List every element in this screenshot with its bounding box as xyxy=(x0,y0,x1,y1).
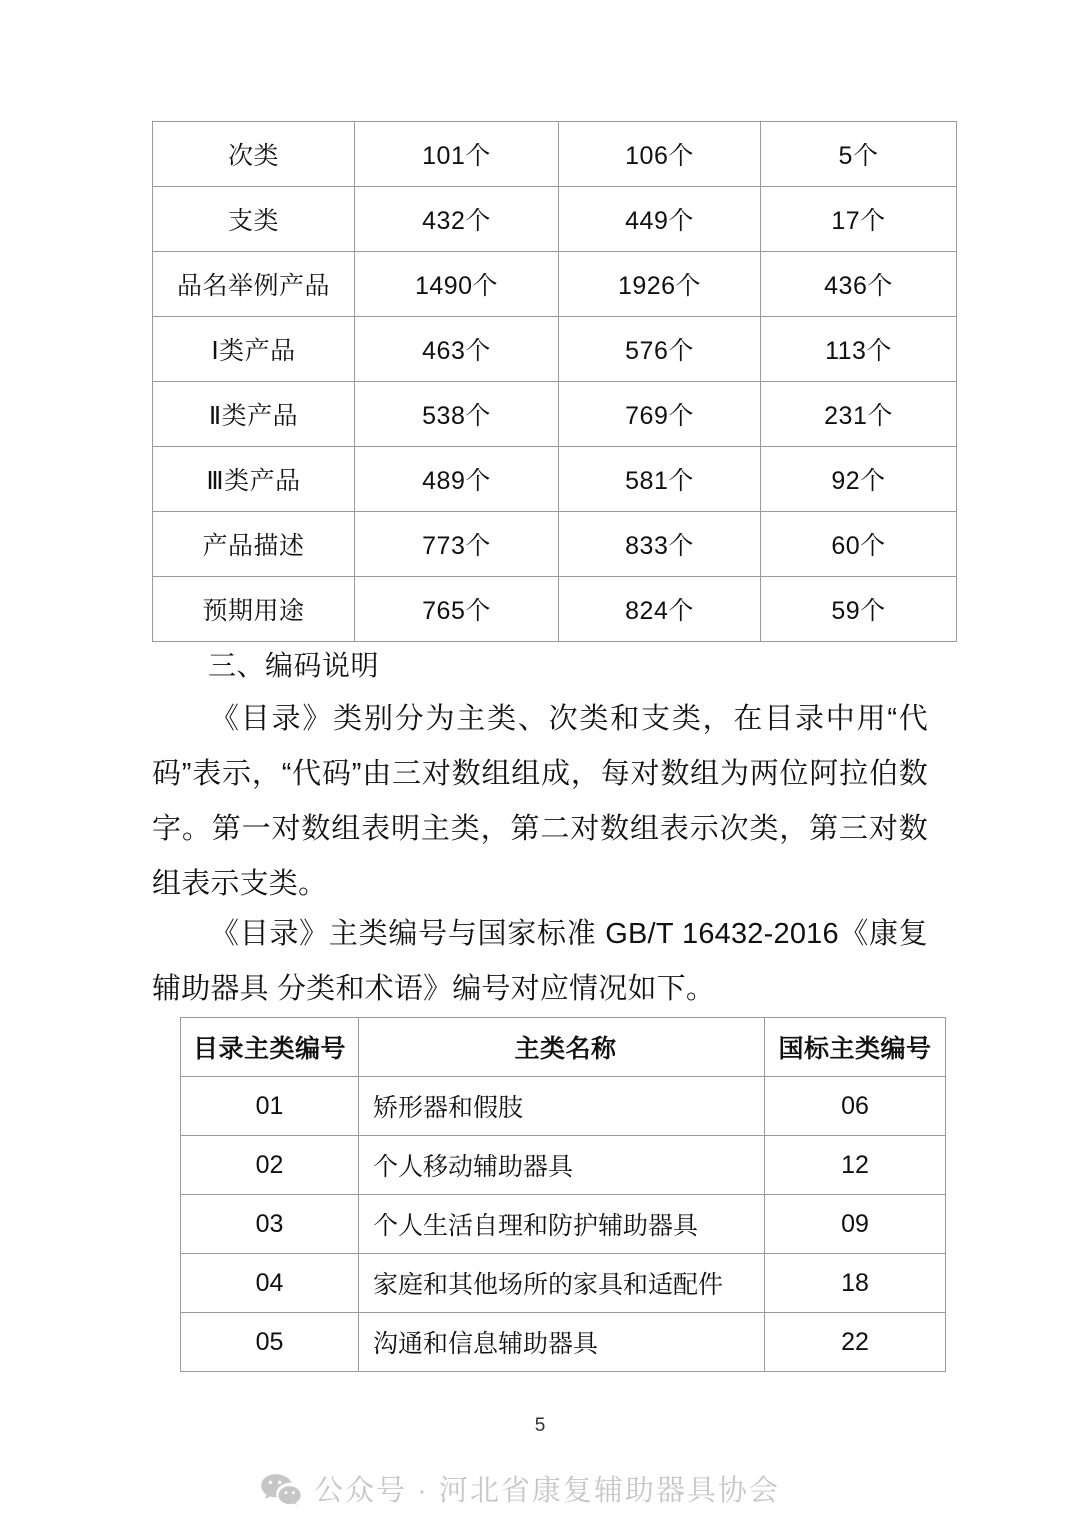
stat-value-c: 59个 xyxy=(761,577,957,642)
cell-category-name: 家庭和其他场所的家具和适配件 xyxy=(359,1254,765,1313)
stat-label: Ⅲ类产品 xyxy=(153,447,355,512)
paragraph-block-2 xyxy=(152,907,928,1017)
table-row xyxy=(153,122,957,187)
table-row xyxy=(181,1195,946,1254)
stat-value-a: 463个 xyxy=(355,317,559,382)
table-row xyxy=(153,252,957,317)
section-heading: 三、编码说明 xyxy=(208,650,380,681)
stat-value-b: 1926个 xyxy=(559,252,761,317)
paragraph-gb-mapping: 《目录》主类编号与国家标准 GB/T 16432-2016《康复辅助器具 分类和术语》编号对应情况如下。 xyxy=(152,918,928,1005)
stat-label: Ⅰ类产品 xyxy=(153,317,355,382)
table-header-row xyxy=(181,1018,946,1077)
stat-label: 品名举例产品 xyxy=(153,252,355,317)
cell-catalog-code: 03 xyxy=(181,1195,359,1254)
cell-catalog-code: 05 xyxy=(181,1313,359,1372)
stat-value-b: 769个 xyxy=(559,382,761,447)
table-row xyxy=(181,1254,946,1313)
stat-value-b: 833个 xyxy=(559,512,761,577)
statistics-table xyxy=(152,121,957,642)
mapping-table-header xyxy=(181,1018,946,1077)
wechat-credit-label: 公众号 · 河北省康复辅助器具协会 xyxy=(314,1475,780,1507)
stat-value-b: 106个 xyxy=(559,122,761,187)
stat-value-a: 101个 xyxy=(355,122,559,187)
table-row xyxy=(181,1313,946,1372)
stat-value-c: 231个 xyxy=(761,382,957,447)
stat-value-b: 824个 xyxy=(559,577,761,642)
cell-gb-code: 12 xyxy=(765,1136,946,1195)
stat-value-b: 581个 xyxy=(559,447,761,512)
stat-label: 次类 xyxy=(153,122,355,187)
table-row xyxy=(181,1136,946,1195)
stat-value-c: 5个 xyxy=(761,122,957,187)
wechat-icon xyxy=(260,1472,302,1508)
section-heading-block xyxy=(152,645,928,687)
cell-category-name: 个人移动辅助器具 xyxy=(359,1136,765,1195)
stat-value-c: 436个 xyxy=(761,252,957,317)
cell-gb-code: 22 xyxy=(765,1313,946,1372)
paragraph-coding-rules: 《目录》类别分为主类、次类和支类，在目录中用“代码”表示，“代码”由三对数组组成，每对数组为两位阿拉伯数字。第一对数组表明主类，第二对数组表示次类，第三对数组表示支类。 xyxy=(152,703,928,900)
stat-value-a: 765个 xyxy=(355,577,559,642)
stat-value-c: 60个 xyxy=(761,512,957,577)
cell-catalog-code: 04 xyxy=(181,1254,359,1313)
stat-value-c: 92个 xyxy=(761,447,957,512)
table-row xyxy=(153,577,957,642)
cell-catalog-code: 02 xyxy=(181,1136,359,1195)
stat-label: 产品描述 xyxy=(153,512,355,577)
stat-value-b: 449个 xyxy=(559,187,761,252)
wechat-credit xyxy=(0,1468,1080,1509)
column-header-category-name: 主类名称 xyxy=(359,1018,765,1077)
stat-value-b: 576个 xyxy=(559,317,761,382)
stat-value-a: 1490个 xyxy=(355,252,559,317)
cell-category-name: 沟通和信息辅助器具 xyxy=(359,1313,765,1372)
stat-value-a: 489个 xyxy=(355,447,559,512)
cell-catalog-code: 01 xyxy=(181,1077,359,1136)
stat-value-c: 17个 xyxy=(761,187,957,252)
stat-value-a: 538个 xyxy=(355,382,559,447)
cell-gb-code: 09 xyxy=(765,1195,946,1254)
stat-label: 预期用途 xyxy=(153,577,355,642)
table-row xyxy=(153,512,957,577)
major-category-mapping-table xyxy=(180,1017,946,1372)
cell-category-name: 矫形器和假肢 xyxy=(359,1077,765,1136)
page-number: 5 xyxy=(534,1415,546,1436)
table-row xyxy=(181,1077,946,1136)
mapping-table-body xyxy=(181,1077,946,1372)
stat-value-a: 432个 xyxy=(355,187,559,252)
column-header-catalog-code: 目录主类编号 xyxy=(181,1018,359,1077)
table-row xyxy=(153,382,957,447)
stat-value-a: 773个 xyxy=(355,512,559,577)
stat-label: 支类 xyxy=(153,187,355,252)
stat-label: Ⅱ类产品 xyxy=(153,382,355,447)
paragraph-block-1 xyxy=(152,692,928,912)
column-header-gb-code: 国标主类编号 xyxy=(765,1018,946,1077)
stat-value-c: 113个 xyxy=(761,317,957,382)
statistics-table-body xyxy=(153,122,957,642)
cell-category-name: 个人生活自理和防护辅助器具 xyxy=(359,1195,765,1254)
cell-gb-code: 18 xyxy=(765,1254,946,1313)
table-row xyxy=(153,317,957,382)
cell-gb-code: 06 xyxy=(765,1077,946,1136)
table-row xyxy=(153,447,957,512)
table-row xyxy=(153,187,957,252)
